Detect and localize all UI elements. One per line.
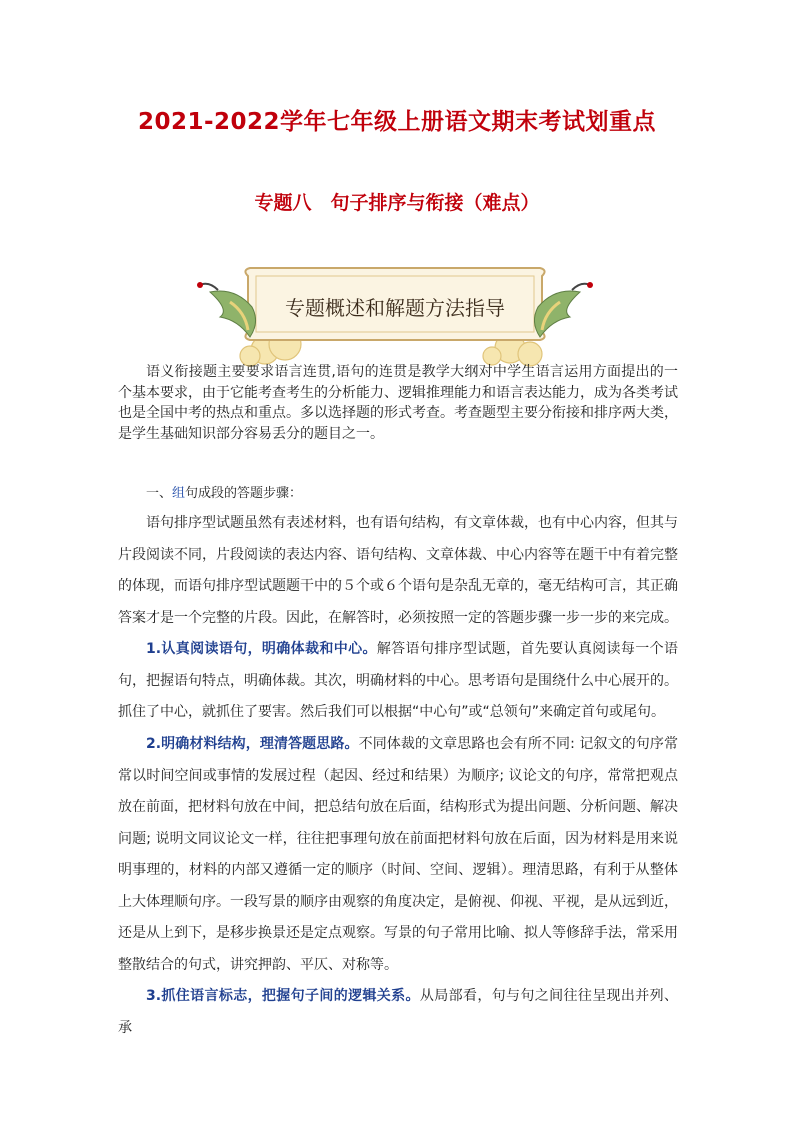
method-paragraph: 语句排序型试题虽然有表述材料，也有语句结构，有文章体裁，也有中心内容，但其与片段阅读不同，片段阅读的表达内容、语句结构、文章体裁、中心内容等在题干中有着完整的体现，而语句排序型试题题干中的５个或６个语句是杂乱无章的，毫无结构可言，其正确答案才是一个完整的片段。因此，在解答时，必须按照一定的答题步骤一步一步的来完成。 xyxy=(118,515,678,626)
step-1-heading: 1.认真阅读语句，明确体裁和中心。 xyxy=(146,641,377,657)
step-paragraph-3 xyxy=(118,981,678,1044)
section-banner xyxy=(190,262,600,370)
step-3-body: 从局部看，句与句之间往往呈现出并列、承 xyxy=(118,988,678,1036)
step-paragraph-2 xyxy=(118,729,678,981)
step-3-heading: 3.抓住语言标志，把握句子间的逻辑关系。 xyxy=(146,988,420,1004)
step-2-heading: 2.明确材料结构，理清答题思路。 xyxy=(146,736,359,752)
topic-subtitle: 专题八 句子排序与衔接（难点） xyxy=(254,192,540,214)
step-2-body: 不同体裁的文章思路也会有所不同: 记叙文的句序常常以时间空间或事情的发展过程（起因、经过和结果）为顺序; 议论文的句序，常常把观点放在前面，把材料句放在中间，把总结句放在后面，结构形式为提出问题、分析问题、解决问题; 说明文同议论文一样，往往把事理句放在前面把材料句放在后面，因为材料是用来说明事理的，材料的内部又遵循一定的顺序（时间、空间、逻辑）。理清思路，有利于从整体上大体理顺句序。一段写景的顺序由观察的角度决定，是俯视、仰视、平视，是从远到近，还是从上到下，是移步换景还是定点观察。写景的句子常用比喻、拟人等修辞手法，常采用整散结合的句式，讲究押韵、平仄、对称等。 xyxy=(118,736,678,973)
section-heading xyxy=(146,482,302,501)
section-heading-suffix: 句成段的答题步骤： xyxy=(185,486,303,501)
section-heading-highlight: 组 xyxy=(172,486,186,501)
section-heading-prefix: 一、 xyxy=(146,486,173,501)
document-title: 2021-2022学年七年级上册语文期末考试划重点 xyxy=(137,109,657,135)
step-paragraph-1 xyxy=(118,634,678,729)
banner-title: 专题概述和解题方法指导 xyxy=(285,296,505,320)
intro-paragraph: 语义衔接题主要要求语言连贯,语句的连贯是教学大纲对中学生语言运用方面提出的一个基本要求，由于它能考查考生的分析能力、逻辑推理能力和语言表达能力，成为各类考试也是全国中考的热点和重点。多以选择题的形式考查。考查题型主要分衔接和排序两大类，是学生基础知识部分容易丢分的题目之一。 xyxy=(118,364,678,442)
step-1-body: 解答语句排序型试题，首先要认真阅读每一个语句，把握语句特点，明确体裁。其次，明确材料的中心。思考语句是围绕什么中心展开的。抓住了中心，就抓住了要害。然后我们可以根据“中心句”或“总领句”来确定首句或尾句。 xyxy=(118,641,678,720)
